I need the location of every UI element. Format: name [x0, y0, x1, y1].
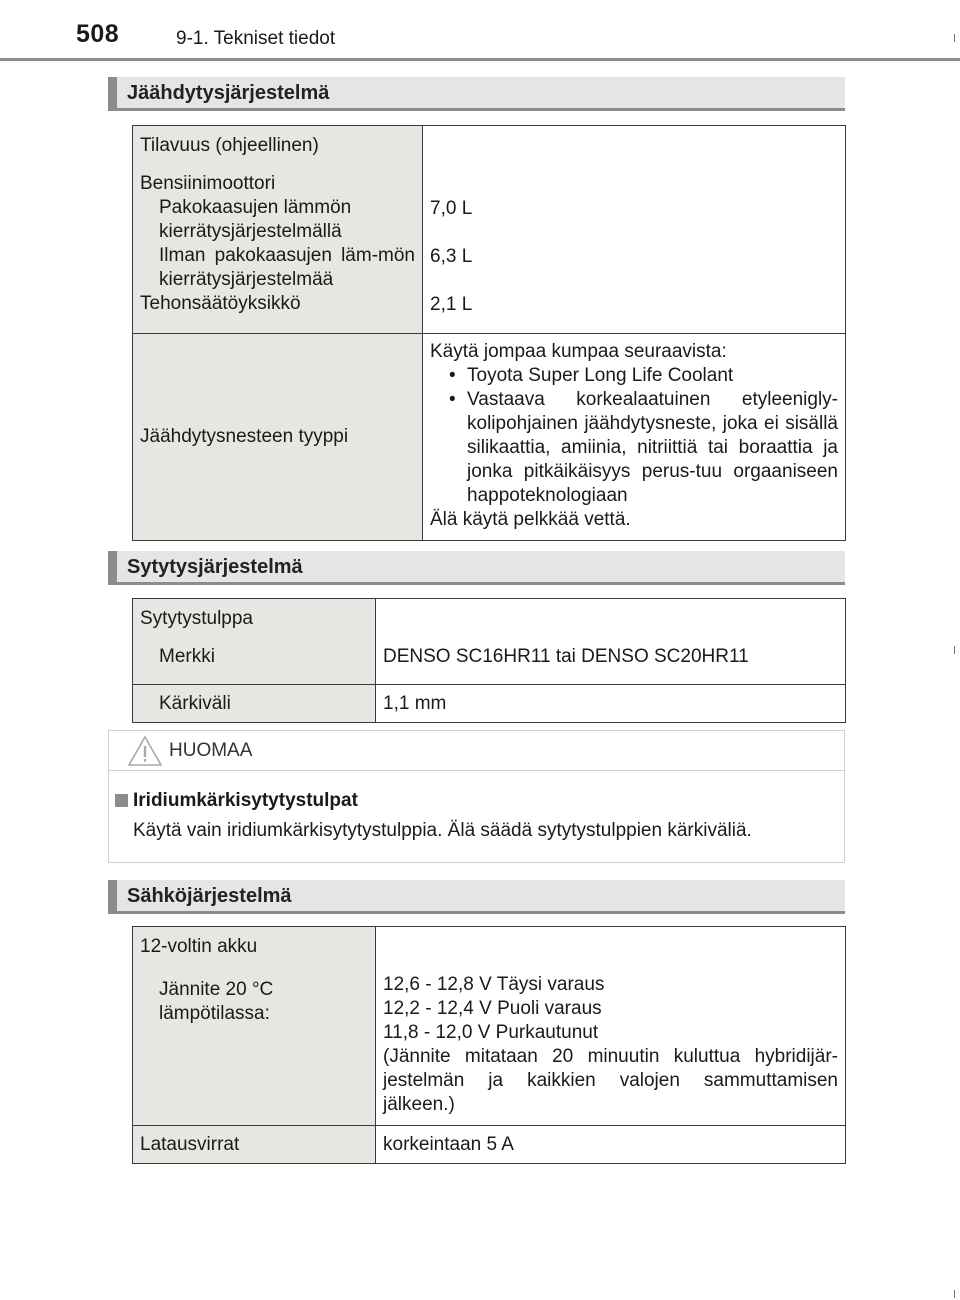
coolant-option-text: Vastaava korkealaatuinen etyleenigly-kolipohjainen jäähdytysneste, joka ei sisällä silikaattia, amiinia, nitriittiä tai boraattia ja jonka pitkäikäisyys perus-tuu orgaaniseen happoteknologiaan	[467, 389, 838, 506]
coolant-option	[430, 388, 838, 508]
cooling-section-title: Jäähdytysjärjestelmä	[127, 82, 330, 104]
voltage-value-cell	[376, 927, 846, 1126]
notice-box	[108, 730, 845, 863]
gap-label: Kärkiväli	[159, 692, 231, 714]
capacity-label: Tilavuus (ohjeellinen)	[140, 135, 319, 156]
voltage-label: Jännite 20 °C lämpötilassa:	[159, 979, 274, 1024]
capacity-label-cell	[133, 126, 423, 334]
ignition-section-heading	[108, 551, 845, 585]
margin-tick	[954, 646, 955, 654]
with-recirc-label: Pakokaasujen lämmön kierrätysjärjestelmällä	[159, 197, 352, 242]
table-row	[133, 685, 846, 723]
coolant-option-text: Toyota Super Long Life Coolant	[467, 365, 734, 386]
pcu-value: 2,1 L	[430, 294, 473, 315]
voltage-discharged: 11,8 - 12,0 V Purkautunut	[383, 1022, 599, 1043]
header-rule	[0, 58, 960, 61]
bullet-dot: •	[449, 365, 456, 386]
margin-tick	[954, 34, 955, 42]
cooling-spec-table	[132, 125, 846, 541]
ignition-section-title: Sytytysjärjestelmä	[127, 556, 303, 578]
page-header	[0, 0, 960, 62]
section-reference: 9-1. Tekniset tiedot	[176, 28, 336, 49]
without-recirc-label: Ilman pakokaasujen läm-mön kierrätysjärjestelmää	[159, 245, 415, 290]
charging-label-cell	[133, 1126, 376, 1164]
engine-label: Bensiinimoottori	[140, 173, 276, 194]
table-row	[133, 1126, 846, 1164]
table-row	[133, 927, 846, 1126]
spark-plug-label-cell	[133, 599, 376, 685]
coolant-intro: Käytä jompaa kumpaa seuraavista:	[430, 341, 727, 362]
without-recirc-value: 6,3 L	[430, 246, 473, 267]
bullet-dot: •	[449, 389, 456, 410]
coolant-type-value-cell	[423, 334, 846, 541]
margin-tick	[954, 1290, 955, 1298]
coolant-type-label-cell	[133, 334, 423, 541]
coolant-option	[430, 364, 838, 388]
brand-value-cell	[376, 599, 846, 685]
with-recirc-value: 7,0 L	[430, 198, 473, 219]
electrical-section-heading	[108, 880, 845, 914]
cooling-section-heading	[108, 77, 845, 111]
notice-subheading: Iridiumkärkisytytystulpat	[133, 790, 358, 811]
table-row	[133, 126, 846, 334]
ignition-spec-table	[132, 598, 846, 723]
gap-label-cell	[133, 685, 376, 723]
gap-value: 1,1 mm	[383, 692, 447, 714]
charging-label: Latausvirrat	[140, 1133, 240, 1155]
notice-body: Käytä vain iridiumkärkisytytystulppia. Älä säädä sytytystulppien kärkiväliä.	[133, 820, 752, 841]
charging-value-cell	[376, 1126, 846, 1164]
capacity-value-cell	[423, 126, 846, 334]
charging-value: korkeintaan 5 A	[383, 1133, 514, 1155]
table-row	[133, 334, 846, 541]
gap-value-cell	[376, 685, 846, 723]
voltage-half: 12,2 - 12,4 V Puoli varaus	[383, 998, 602, 1019]
notice-title: HUOMAA	[169, 740, 253, 761]
page-number: 508	[76, 20, 120, 48]
warning-triangle-icon	[127, 735, 163, 767]
spark-plug-label: Sytytystulppa	[140, 608, 253, 629]
battery-label: 12-voltin akku	[140, 936, 258, 957]
coolant-note: Älä käytä pelkkää vettä.	[430, 509, 631, 530]
notice-header	[109, 731, 844, 771]
voltage-full: 12,6 - 12,8 V Täysi varaus	[383, 974, 605, 995]
voltage-note: (Jännite mitataan 20 minuutin kuluttua hybridijär-jestelmän ja kaikkien valojen sammuttamisen jälkeen.)	[383, 1046, 838, 1115]
battery-label-cell	[133, 927, 376, 1126]
brand-value: DENSO SC16HR11 tai DENSO SC20HR11	[383, 646, 749, 667]
coolant-type-label: Jäähdytysnesteen tyyppi	[140, 426, 349, 447]
square-bullet-icon	[115, 794, 128, 807]
electrical-spec-table	[132, 926, 846, 1164]
brand-label: Merkki	[159, 646, 215, 667]
table-row	[133, 599, 846, 685]
electrical-section-title: Sähköjärjestelmä	[127, 885, 292, 907]
pcu-label: Tehonsäätöyksikkö	[140, 293, 301, 314]
